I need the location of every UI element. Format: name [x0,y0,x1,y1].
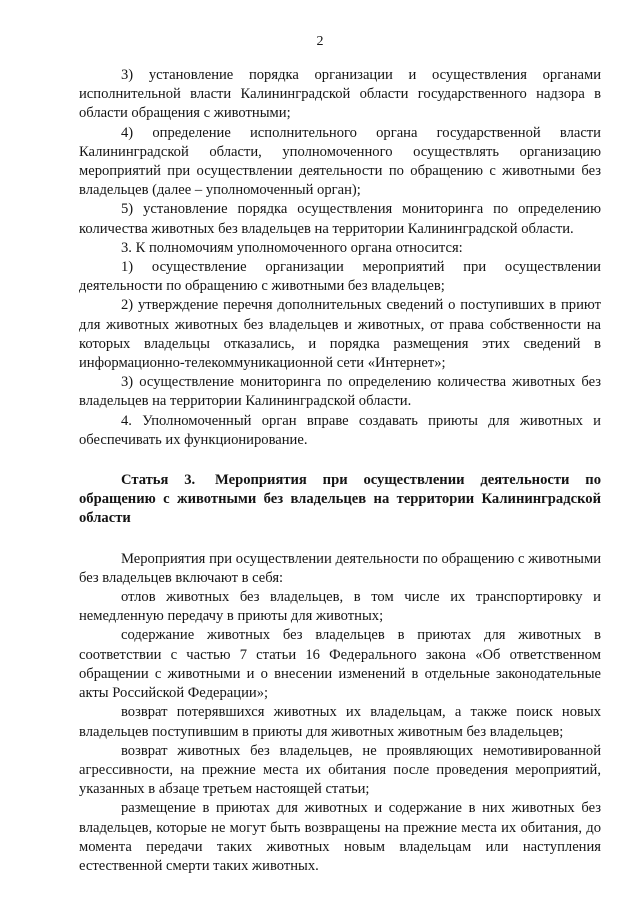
article-label: Статья 3. [121,472,196,489]
paragraph: 3) осуществление мониторинга по определению количества животных без владельцев на территории Калининградской области. [79,374,601,410]
page-number: 2 [316,34,324,49]
paragraph: отлов животных без владельцев, в том числе их транспортировку и немедленную передачу в приюты для животных; [79,589,601,625]
article-heading [79,471,601,529]
paragraph: 4. Уполномоченный орган вправе создавать приюты для животных и обеспечивать их функционирование. [79,412,601,448]
document-body [79,66,601,876]
paragraph: 2) утверждение перечня дополнительных сведений о поступивших в приют для животных животных без владельцев и животных, от права собственности на которых владельцы отказались, и порядка размещения этих сведений в информационно-телекоммуникационной сети «Интернет»; [79,297,601,372]
paragraph: Мероприятия при осуществлении деятельности по обращению с животными без владельцев включают в себя: [79,550,601,586]
paragraph: возврат потерявшихся животных их владельцам, а также поиск новых владельцев поступившим в приюты для животных животным без владельцев; [79,704,601,740]
paragraph: 3. К полномочиям уполномоченного органа относится: [121,239,463,256]
paragraph: возврат животных без владельцев, не проявляющих немотивированной агрессивности, на прежние места их обитания после проведения мероприятий, указанных в абзаце третьем настоящей статьи; [79,742,601,798]
paragraph: 3) установление порядка организации и осуществления органами исполнительной власти Калининградской области государственного надзора в области обращения с животными; [79,67,601,122]
paragraph: содержание животных без владельцев в приютах для животных в соответствии с частью 7 статьи 16 Федерального закона «Об ответственном обращении с животными и о внесении изменений в отдельные законодательные акты Российской Федерации»; [79,627,601,702]
paragraph: 4) определение исполнительного органа государственной власти Калининградской области, уполномоченного осуществлять организацию мероприятий при осуществлении деятельности по обращению с животными без владельцев (далее – уполномоченный орган); [79,124,601,199]
article-title: Мероприятия при осуществлении деятельности по обращению с животными без владельцев на территории Калининградской области [79,472,601,527]
paragraph: размещение в приютах для животных и содержание в них животных без владельцев, которые не могут быть возвращены на прежние места их обитания, до момента передачи таких животных новым владельцам или наступления естественной смерти таких животных. [79,800,601,874]
paragraph: 5) установление порядка осуществления мониторинга по определению количества животных без владельцев на территории Калининградской области. [79,201,601,237]
paragraph: 1) осуществление организации мероприятий при осуществлении деятельности по обращению с животными без владельцев; [79,259,601,295]
